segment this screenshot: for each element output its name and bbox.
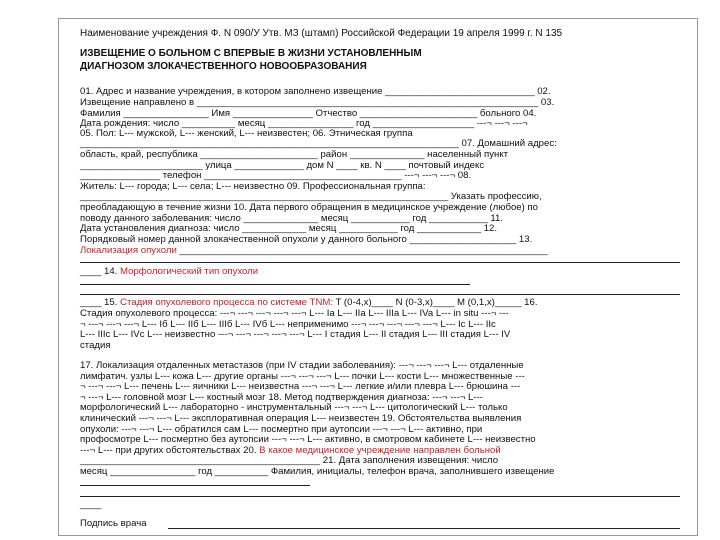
- referral-label: В какое медицинское учреждение направлен больной: [256, 445, 501, 456]
- form-line: 17. Локализация отдаленных метастазов (при IV стадии заболевания): ---¬ ---¬ ---¬ L--- отдаленные: [80, 360, 524, 371]
- form-header: Наименование учреждения Ф. N 090/У Утв. МЗ (штамп) Российской Федерации 19 апреля 1999 г. N 135: [80, 28, 563, 39]
- form-line: преобладающую в течение жизни 10. Дата первого обращения в медицинское учреждение (любое) по: [80, 202, 539, 213]
- form-line: месяц ________________ год __________ Фамилия, инициалы, телефон врача, заполнившего извещение: [80, 466, 555, 477]
- form-title-line-2: ДИАГНОЗОМ ЗЛОКАЧЕСТВЕННОГО НОВООБРАЗОВАНИЯ: [80, 61, 367, 72]
- morphology-label: Морфологический тип опухоли: [117, 266, 259, 277]
- form-line: ¬ ---¬ ---¬ ---¬ L--- Iб L--- IIб L--- IIIб L--- IVб L--- неприменимо ---¬ ---¬ ---¬ ---¬ ---¬ L--- Ic L--- IIc: [80, 319, 496, 330]
- circumstances-text: ---¬ L--- при других обстоятельствах 20.: [80, 445, 257, 456]
- form-line: Порядковый номер данной злокачественной опухоли у данного больного ____________________ 13.: [80, 234, 533, 245]
- form-line: L--- IIIc L--- IVc L--- неизвестно ---¬ ---¬ ---¬ ---¬ ---¬ L--- I стадия L--- II стадия L--- III стадия L--- IV: [80, 329, 511, 340]
- form-line: стадия: [80, 340, 111, 351]
- form-line: 05. Пол: L--- мужской, L--- женский, L--- неизвестен; 06. Этническая группа: [80, 128, 413, 139]
- form-line: ____: [80, 499, 102, 510]
- form-line: Фамилия ________________ Имя _______________ Отчество ______________________ больного 04.: [80, 108, 537, 119]
- form-line: опухоли: ---¬ ---¬ L--- обратился сам L--- посмертно при аутопсии ---¬ ---¬ L--- активно, при: [80, 424, 483, 435]
- blank-rule: [80, 496, 680, 497]
- form-line: лимфатич. узлы L--- кожа L--- другие органы ---¬ ---¬ ---¬ L--- почки L--- кости L--- множественные ---: [80, 371, 525, 382]
- tnm-line: [80, 297, 538, 308]
- form-line: морфологический L--- лабораторно - инструментальный ---¬ ---¬ L--- цитологический L--- только: [80, 402, 508, 413]
- form-line: Извещение направлено в ________________________________________________________________ 03.: [80, 97, 555, 108]
- form-title-line-1: ИЗВЕЩЕНИЕ О БОЛЬНОМ С ВПЕРВЫЕ В ЖИЗНИ УСТАНОВЛЕННЫМ: [80, 48, 422, 59]
- form-line: Дата установления диагноза: число ____________ месяц ___________ год ____________ 12.: [80, 223, 498, 234]
- form-line: 01. Адрес и название учреждения, в котором заполнено извещение ____________________________ 02.: [80, 86, 551, 97]
- form-line: _____________________________________________________________________ Указать профессию,: [80, 191, 542, 202]
- blank-rule: [80, 262, 680, 263]
- blank-rule: [80, 284, 470, 285]
- form-line: Дата рождения: число __________ месяц ________________ год ___________________ ---¬ ---¬ ---¬: [80, 118, 528, 129]
- morphology-line: [80, 266, 258, 277]
- tnm-label: Стадия опухолевого процесса по системе TNM:: [117, 297, 334, 308]
- form-line: профосмотре L--- посмертно без аутопсии ---¬ ---¬ L--- активно, в смотровом кабинете L--- неизвестно: [80, 434, 536, 445]
- form-line: ¬ ---¬ L--- головной мозг L--- костный мозг 18. Метод подтверждения диагноза: ---¬ ---¬ L---: [80, 392, 483, 403]
- item-number: ____ 14.: [80, 266, 118, 277]
- form-line: область, край, республика ______________________ район ______________ населенный пункт: [80, 149, 509, 160]
- blank-rule: [80, 485, 310, 486]
- form-line: _______________________ улица _____________ дом N ____ кв. N ____ почтовый индекс: [80, 160, 485, 171]
- signature-rule: [168, 528, 680, 529]
- blank-rule: [80, 294, 680, 295]
- form-line: ¬ ---¬ ---¬ L--- печень L--- яичники L--- неизвестна ---¬ ---¬ L--- легкие и/или плевра L--- брюшина ---: [80, 381, 521, 392]
- form-line: _______________ телефон _____________________________________ ---¬ ---¬ ---¬ 08.: [80, 170, 472, 181]
- form-line: _______________________________________________________________________ 07. Домашний адрес:: [80, 138, 557, 149]
- signature-label: Подпись врача: [80, 518, 147, 529]
- tnm-fields: T (0-4,x)____ N (0-3,x)____ M (0,1,x)_____ 16.: [333, 297, 538, 308]
- form-line: поводу данного заболевания: число ______________ месяц ___________ год ___________ 11.: [80, 213, 503, 224]
- item-number: ____ 15.: [80, 297, 118, 308]
- tumor-location-label: Локализация опухоли: [80, 245, 177, 256]
- form-line: _____________________________________________ 21. Дата заполнения извещения: число: [80, 455, 499, 466]
- form-line: клинический ---¬ ---¬ L--- эксплоративная операция L--- неизвестен 19. Обстоятельства выявления: [80, 413, 522, 424]
- tumor-location-line: [80, 245, 548, 256]
- blank: _____________________________________________________________________: [176, 245, 548, 256]
- form-line: Стадия опухолевого процесса: ---¬ ---¬ ---¬ ---¬ ---¬ L--- Ia L--- IIa L--- IIIa L--- IVa L--- in situ ---¬ ---: [80, 308, 509, 319]
- form-line: Житель: L--- города; L--- села; L--- неизвестно 09. Профессиональная группа:: [80, 181, 426, 192]
